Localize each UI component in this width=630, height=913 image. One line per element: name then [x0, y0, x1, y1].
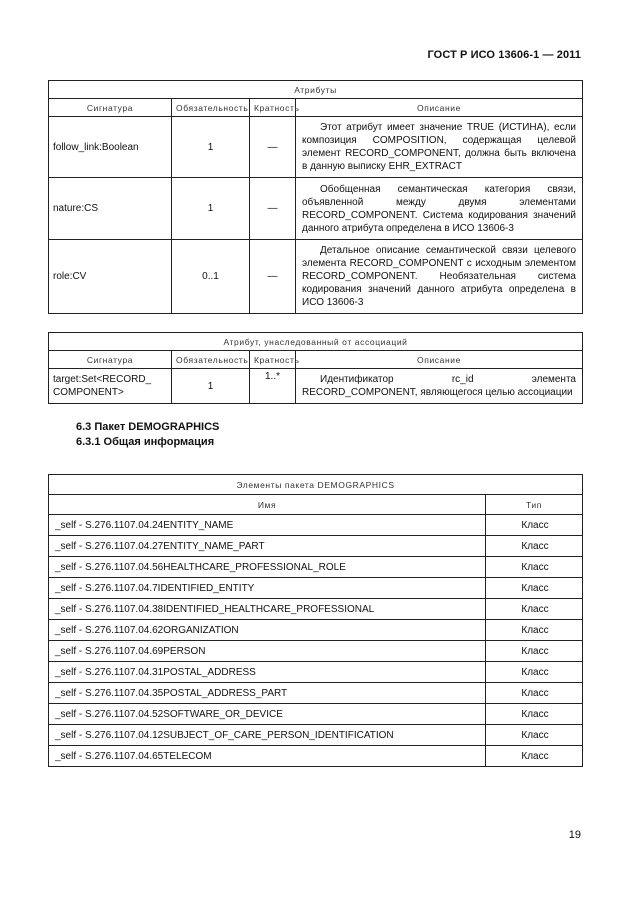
element-name-cell: _self - S.276.1107.04.31POSTAL_ADDRESS [49, 662, 486, 683]
column-header-type: Тип [486, 495, 583, 515]
section-heading-6-3: 6.3 Пакет DEMOGRAPHICS [76, 421, 220, 433]
section-heading-6-3-1: 6.3.1 Общая информация [76, 436, 215, 448]
element-name-cell: _self - S.276.1107.04.52SOFTWARE_OR_DEVICE [49, 704, 486, 725]
element-type-cell: Класс [486, 641, 583, 662]
required-cell: 1 [172, 117, 250, 178]
column-header-signature: Сигнатура [49, 351, 172, 369]
element-type-cell: Класс [486, 704, 583, 725]
signature-cell: follow_link:Boolean [49, 117, 172, 178]
table-row [49, 515, 583, 536]
element-name-cell: _self - S.276.1107.04.56HEALTHCARE_PROFESSIONAL_ROLE [49, 557, 486, 578]
table-title: Элементы пакета DEMOGRAPHICS [49, 475, 583, 495]
table-row [49, 117, 583, 178]
table-row [49, 683, 583, 704]
element-name-cell: _self - S.276.1107.04.62ORGANIZATION [49, 620, 486, 641]
table-row [49, 620, 583, 641]
element-type-cell: Класс [486, 746, 583, 767]
element-name-cell: _self - S.276.1107.04.65TELECOM [49, 746, 486, 767]
element-name-cell: _self - S.276.1107.04.35POSTAL_ADDRESS_PART [49, 683, 486, 704]
description-cell: Этот атрибут имеет значение TRUE (ИСТИНА), если композиция COMPOSITION, содержащая целевой элемент RECORD_COMPONENT, должна быть включена в данную выписку EHR_EXTRACT [296, 117, 583, 178]
element-type-cell: Класс [486, 515, 583, 536]
table-row [49, 557, 583, 578]
column-header-description: Описание [296, 351, 583, 369]
description-cell: Идентификатор rc_id элемента RECORD_COMPONENT, являющегося целью ассоциации [296, 369, 583, 404]
multiplicity-cell: 1..* [250, 369, 296, 404]
element-type-cell: Класс [486, 557, 583, 578]
signature-cell: target:Set<RECORD_ COMPONENT> [49, 369, 172, 404]
table-row [49, 369, 583, 404]
description-cell: Обобщенная семантическая категория связи, объявленной между двумя элементами RECORD_COMPONENT. Система кодирования значений данного атрибута определена в ИСО 13606-3 [296, 178, 583, 240]
table-row [49, 641, 583, 662]
required-cell: 1 [172, 369, 250, 404]
column-header-signature: Сигнатура [49, 99, 172, 117]
multiplicity-cell: — [250, 240, 296, 314]
table-row [49, 725, 583, 746]
table-row [49, 599, 583, 620]
element-name-cell: _self - S.276.1107.04.7IDENTIFIED_ENTITY [49, 578, 486, 599]
table-row [49, 536, 583, 557]
multiplicity-cell: — [250, 117, 296, 178]
signature-cell: nature:CS [49, 178, 172, 240]
element-type-cell: Класс [486, 683, 583, 704]
column-header-required: Обязательность [172, 351, 250, 369]
table-row [49, 240, 583, 314]
table-row [49, 704, 583, 725]
element-name-cell: _self - S.276.1107.04.38IDENTIFIED_HEALTHCARE_PROFESSIONAL [49, 599, 486, 620]
column-header-name: Имя [49, 495, 486, 515]
element-type-cell: Класс [486, 536, 583, 557]
table-row [49, 178, 583, 240]
element-type-cell: Класс [486, 599, 583, 620]
element-type-cell: Класс [486, 578, 583, 599]
column-header-required: Обязательность [172, 99, 250, 117]
document-id-header: ГОСТ Р ИСО 13606-1 — 2011 [427, 49, 581, 61]
element-name-cell: _self - S.276.1107.04.12SUBJECT_OF_CARE_PERSON_IDENTIFICATION [49, 725, 486, 746]
description-cell: Детальное описание семантической связи целевого элемента RECORD_COMPONENT с исходным элементом RECORD_COMPONENT. Необязательная система кодирования значений данного атрибута определена в ИСО 13606-3 [296, 240, 583, 314]
column-header-multiplicity: Кратность [250, 99, 296, 117]
table-row [49, 746, 583, 767]
element-type-cell: Класс [486, 725, 583, 746]
page-number: 19 [568, 829, 581, 841]
required-cell: 1 [172, 178, 250, 240]
element-name-cell: _self - S.276.1107.04.69PERSON [49, 641, 486, 662]
element-name-cell: _self - S.276.1107.04.27ENTITY_NAME_PART [49, 536, 486, 557]
element-type-cell: Класс [486, 620, 583, 641]
column-header-multiplicity: Кратность [250, 351, 296, 369]
signature-cell: role:CV [49, 240, 172, 314]
multiplicity-cell: — [250, 178, 296, 240]
table-title: Атрибуты [49, 81, 583, 99]
element-name-cell: _self - S.276.1107.04.24ENTITY_NAME [49, 515, 486, 536]
column-header-description: Описание [296, 99, 583, 117]
required-cell: 0..1 [172, 240, 250, 314]
element-type-cell: Класс [486, 662, 583, 683]
package-elements-table [48, 474, 583, 767]
attributes-table [48, 80, 583, 314]
table-row [49, 662, 583, 683]
table-row [49, 578, 583, 599]
table-title: Атрибут, унаследованный от ассоциаций [49, 333, 583, 351]
inherited-attribute-table [48, 332, 583, 404]
